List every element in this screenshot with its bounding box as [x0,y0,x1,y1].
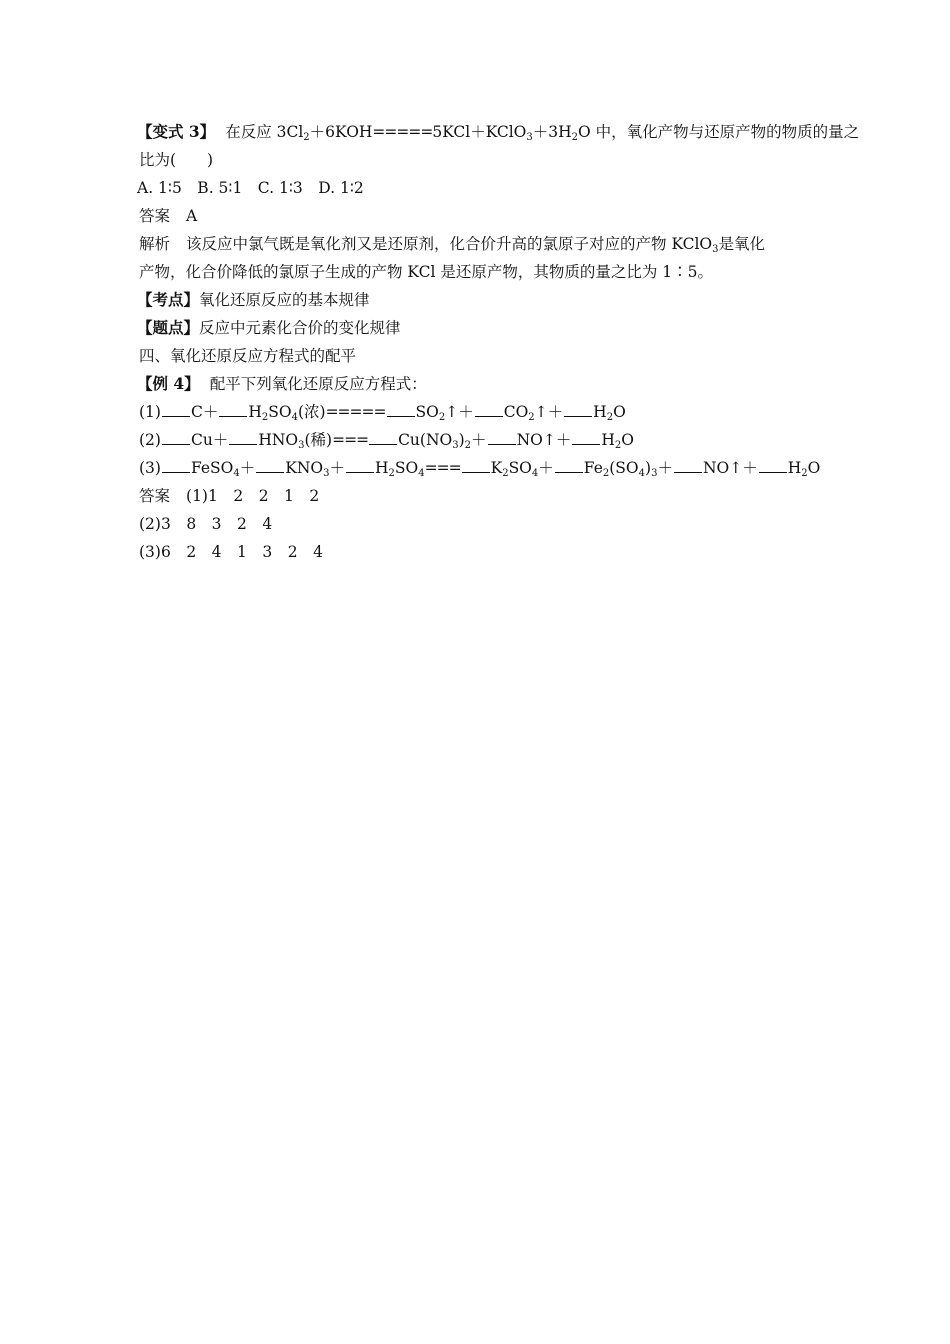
variant3-answer: 答案 A [139,207,198,225]
blank-field[interactable] [462,459,490,473]
example4-equation-2: (2) $Cu+ HNO_3$(稀)=== $Cu(NO_3)_2+$ NO↑＋ $H_2O$ [139,431,634,451]
blank-field[interactable] [475,403,503,417]
variant3-tag: 【变式 3】 [137,122,216,141]
blank-field[interactable] [162,403,190,417]
blank-field[interactable] [219,403,247,417]
example4-answer-3: (3)6 2 4 1 3 2 4 [139,543,323,561]
blank-field[interactable] [229,431,257,445]
example4-equation-3: (3) FeSO$_4$＋ $KNO_3+ H_2SO_4=== K_2SO_4+ Fe_2(SO_4)_3+$ NO↑＋ $H_2O$ [139,459,821,479]
blank-field[interactable] [369,431,397,445]
blank-field[interactable] [162,459,190,473]
example4-answer-1: 答案 (1)1 2 2 1 2 [139,487,320,505]
blank-field[interactable] [555,459,583,473]
variant3-question-line2: 比为( ) [139,151,214,169]
example4-equation-1: (1) $C+ H_2SO_4$(浓)===== $SO_2↑+$ $CO_2↑+ H_2O$ [139,403,626,423]
blank-field[interactable] [564,403,592,417]
blank-field[interactable] [488,431,516,445]
blank-field[interactable] [572,431,600,445]
blank-field[interactable] [759,459,787,473]
variant3-analysis-line2: 产物，化合价降低的氯原子生成的产物 KCl 是还原产物，其物质的量之比为 1∶5。 [139,263,713,281]
variant3-tidian: 【题点】反应中元素化合价的变化规律 [137,318,401,337]
example4-answer-2: (2)3 8 3 2 4 [139,515,273,533]
variant3-analysis-line1: 解析 该反应中氯气既是氧化剂又是还原剂，化合价升高的氯原子对应的产物 KClO$_3$是氧化 [139,235,766,255]
blank-field[interactable] [387,403,415,417]
variant3-question-line1: 【变式 3】 在反应 $3Cl_2+6KOH=====5KCl+KClO_3+3H_2O$ 中，氧化产物与还原产物的物质的量之 [137,122,860,143]
blank-field[interactable] [162,431,190,445]
section4-heading: 四、氧化还原反应方程式的配平 [139,347,357,365]
blank-field[interactable] [346,459,374,473]
example4-tag: 【例 4】 [137,374,200,393]
variant3-options: A. 1∶5 B. 5∶1 C. 1∶3 D. 1∶2 [137,179,364,197]
example4-prompt: 【例 4】 配平下列氧化还原反应方程式： [137,374,427,393]
variant3-kaodian: 【考点】氧化还原反应的基本规律 [137,290,370,309]
blank-field[interactable] [256,459,284,473]
blank-field[interactable] [674,459,702,473]
